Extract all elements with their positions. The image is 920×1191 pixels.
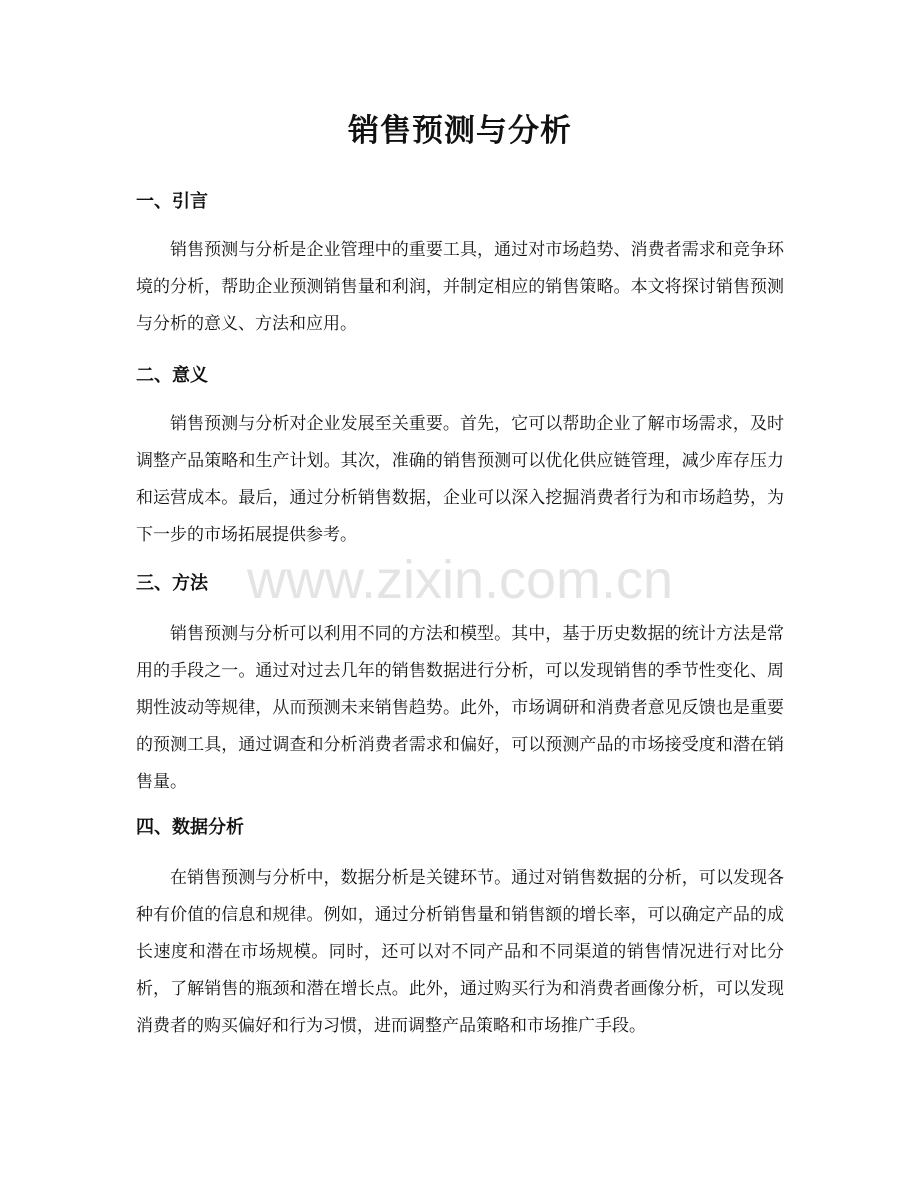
watermark: www.zixin.com.cn xyxy=(246,550,674,610)
section-heading-methods: 三、方法 xyxy=(136,573,208,594)
section-paragraph-methods: 销售预测与分析可以利用不同的方法和模型。其中，基于历史数据的统计方法是常用的手段之一。通过对过去几年的销售数据进行分析，可以发现销售的季节性变化、周期性波动等规律，从而预测未来销售趋势。此外，市场调研和消费者意见反馈也是重要的预测工具，通过调查和分析消费者需求和偏好，可以预测产品的市场接受度和潜在销售量。 xyxy=(136,624,784,792)
section-paragraph-significance: 销售预测与分析对企业发展至关重要。首先，它可以帮助企业了解市场需求，及时调整产品策略和生产计划。其次，准确的销售预测可以优化供应链管理，减少库存压力和运营成本。最后，通过分析销售数据，企业可以深入挖掘消费者行为和市场趋势，为下一步的市场拓展提供参考。 xyxy=(136,414,784,545)
section-heading-data-analysis: 四、数据分析 xyxy=(136,817,244,838)
section-paragraph-introduction: 销售预测与分析是企业管理中的重要工具，通过对市场趋势、消费者需求和竞争环境的分析，帮助企业预测销售量和利润，并制定相应的销售策略。本文将探讨销售预测与分析的意义、方法和应用。 xyxy=(136,240,784,334)
page-title: 销售预测与分析 xyxy=(348,113,572,149)
section-heading-significance: 二、意义 xyxy=(136,365,208,386)
section-paragraph-data-analysis: 在销售预测与分析中，数据分析是关键环节。通过对销售数据的分析，可以发现各种有价值的信息和规律。例如，通过分析销售量和销售额的增长率，可以确定产品的成长速度和潜在市场规模。同时，还可以对不同产品和不同渠道的销售情况进行对比分析，了解销售的瓶颈和潜在增长点。此外，通过购买行为和消费者画像分析，可以发现消费者的购买偏好和行为习惯，进而调整产品策略和市场推广手段。 xyxy=(136,868,784,1036)
section-heading-introduction: 一、引言 xyxy=(136,191,208,212)
